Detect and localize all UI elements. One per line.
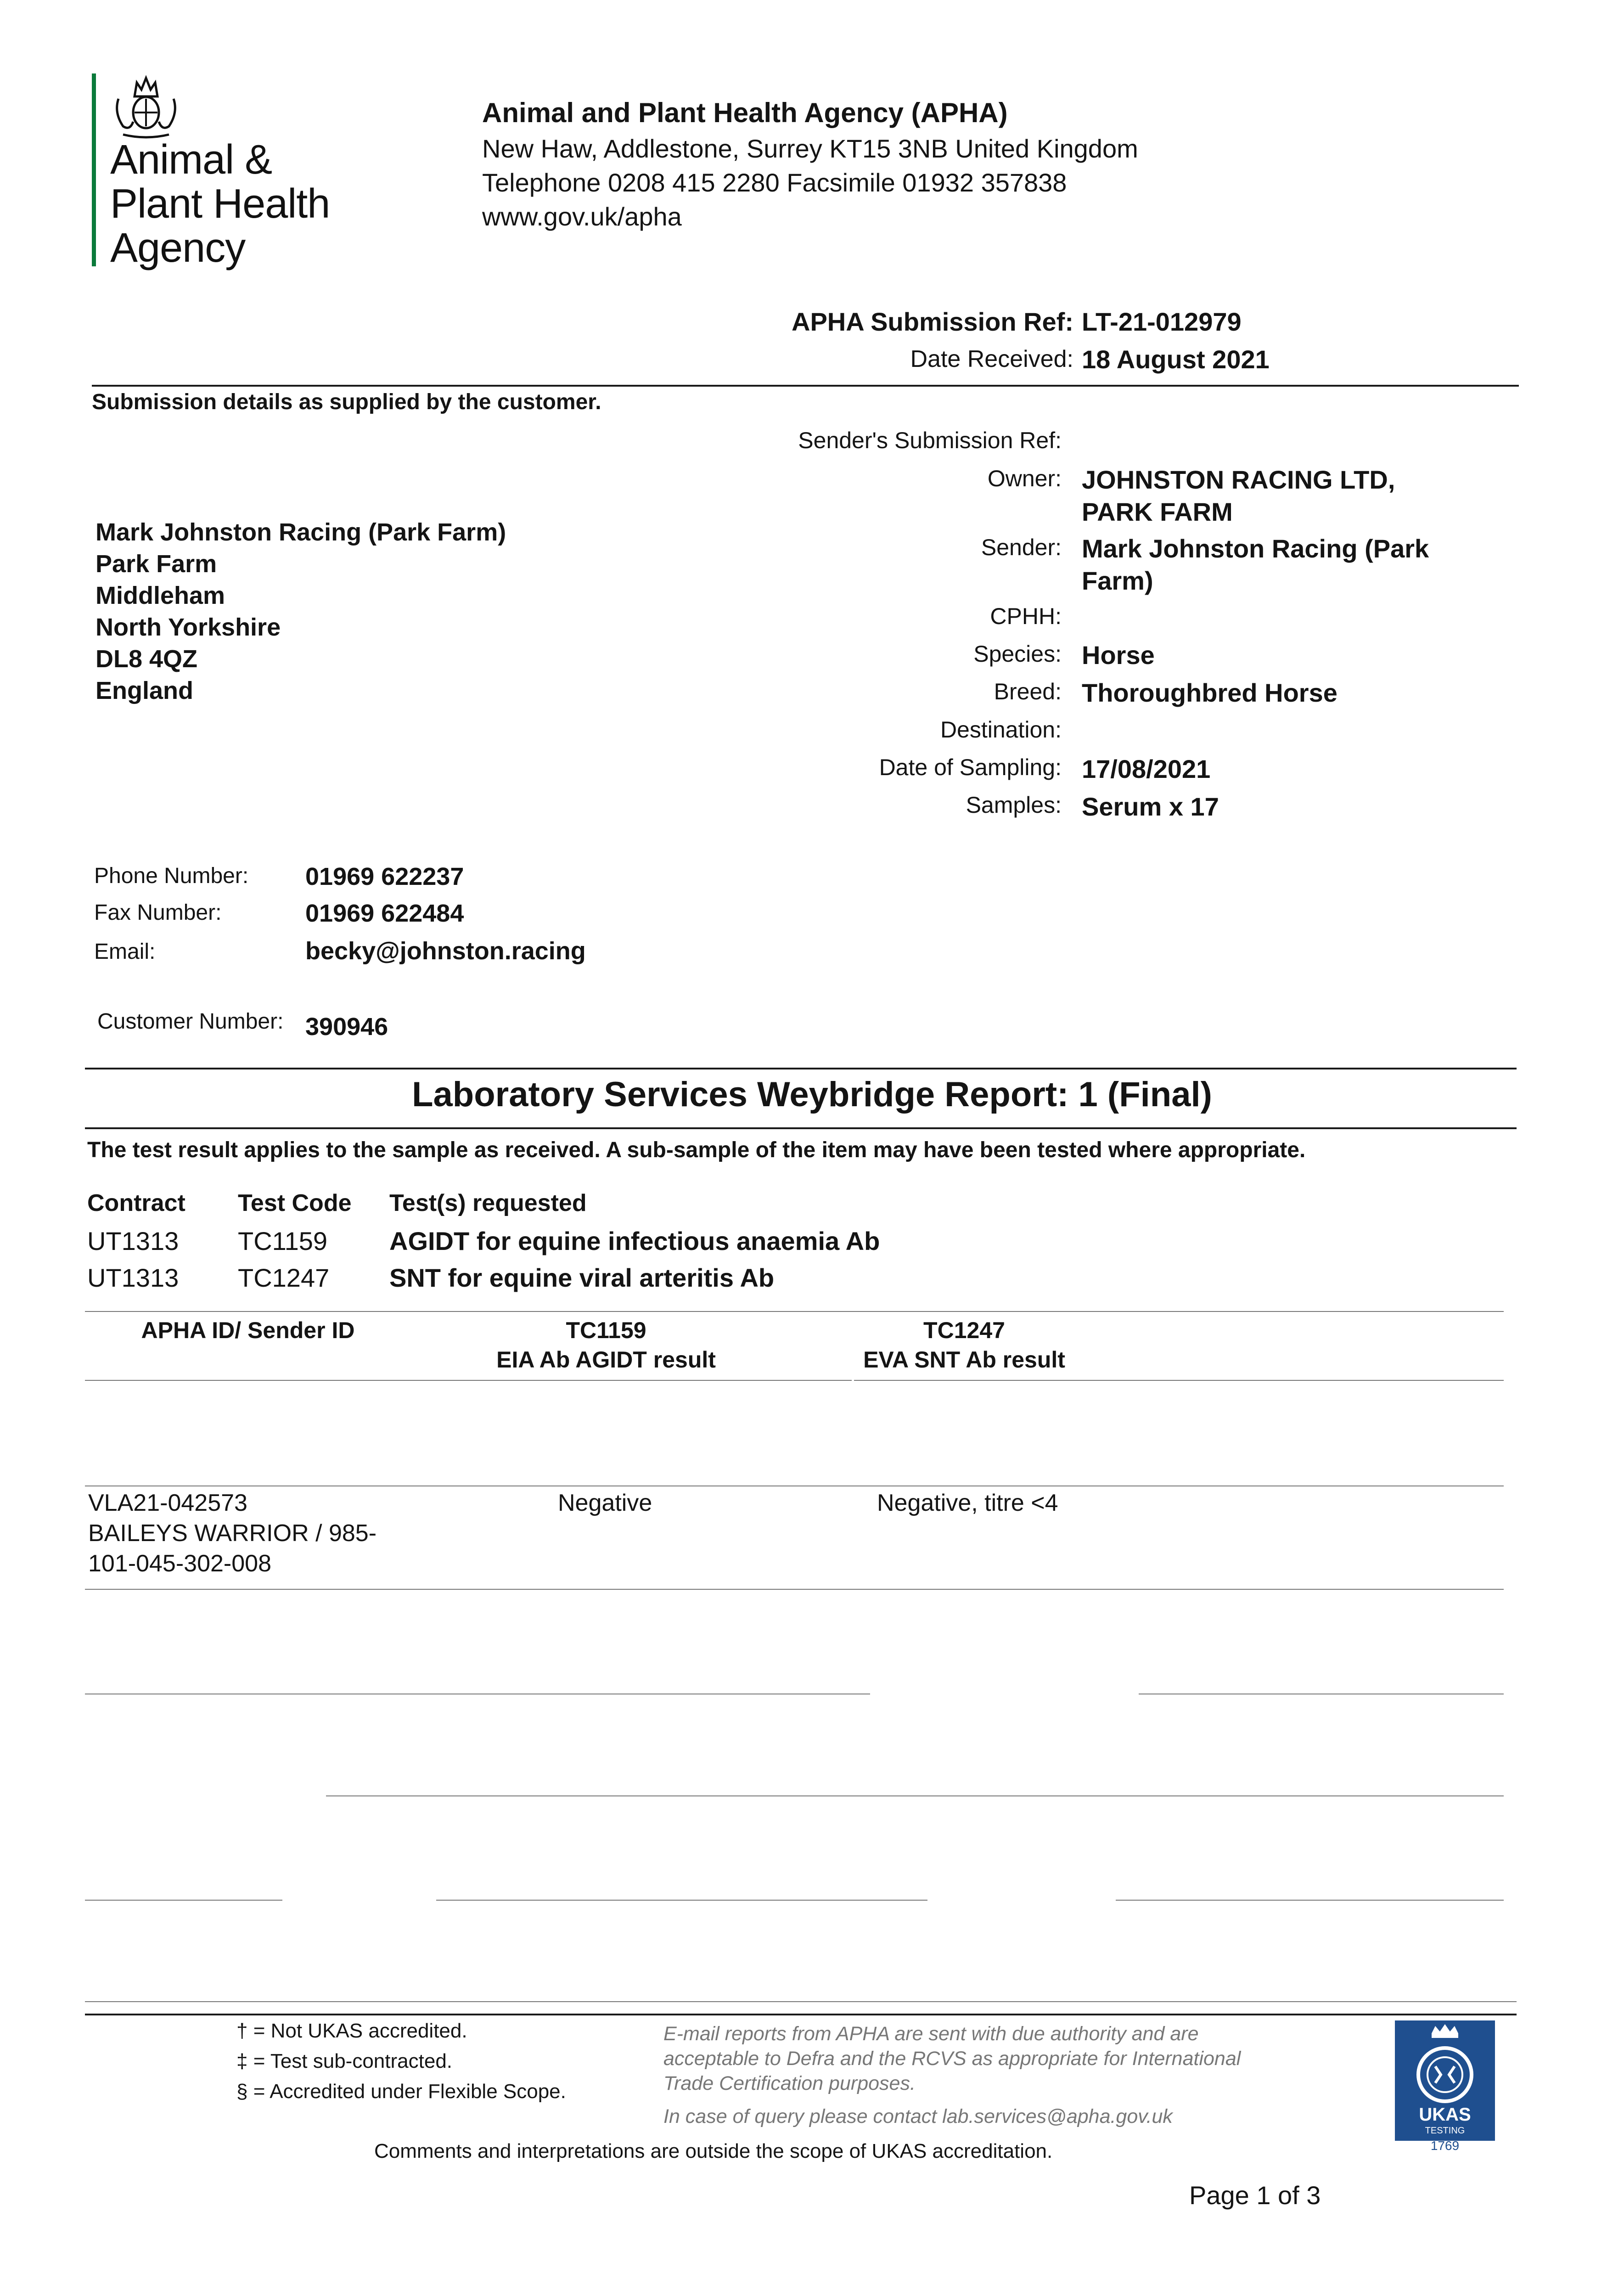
results-row-divider: [326, 1795, 1504, 1796]
sender-value: [1082, 533, 1429, 597]
email-label: Email:: [94, 940, 156, 964]
ukas-comments-note: Comments and interpretations are outside the scope of UKAS accreditation.: [374, 2140, 1053, 2162]
tests-header-contract: Contract: [87, 1190, 185, 1216]
breed-value: Thoroughbred Horse: [1082, 678, 1337, 707]
date-received-value: 18 August 2021: [1082, 345, 1270, 374]
ukas-sub: TESTING: [1425, 2126, 1465, 2136]
result-id-line: VLA21-042573: [88, 1490, 247, 1516]
agency-header: [482, 94, 1138, 234]
email-authority-note: [663, 2021, 1241, 2129]
submission-ref-label: APHA Submission Ref:: [792, 307, 1073, 336]
owner-value: [1082, 464, 1395, 528]
email-value: becky@johnston.racing: [305, 937, 586, 965]
fax-value: 01969 622484: [305, 900, 464, 927]
species-value: Horse: [1082, 641, 1155, 670]
customer-address: [96, 517, 506, 707]
results-row-divider: [85, 1900, 282, 1901]
results-header-tc1247: [817, 1316, 1111, 1374]
results-header-tc1247-name: EVA SNT Ab result: [863, 1347, 1065, 1373]
sampling-date-value: 17/08/2021: [1082, 754, 1211, 783]
legend-item: § = Accredited under Flexible Scope.: [236, 2080, 566, 2103]
test-row-name: AGIDT for equine infectious anaemia Ab: [389, 1227, 880, 1255]
test-row-contract: UT1313: [87, 1227, 179, 1255]
legend-item: ‡ = Test sub-contracted.: [236, 2050, 453, 2072]
results-header-tc1159-code: TC1159: [566, 1317, 646, 1343]
breed-label: Breed:: [994, 679, 1062, 704]
logo-accent-bar: [92, 73, 96, 266]
applies-note: The test result applies to the sample as received. A sub-sample of the item may have been tested where appropriate.: [87, 1138, 1306, 1162]
submission-ref-value: LT-21-012979: [1082, 307, 1242, 336]
ukas-logo-icon: [1395, 2020, 1495, 2154]
sender-label: Sender:: [981, 535, 1062, 560]
address-line: Park Farm: [96, 550, 217, 578]
logo-line: Plant Health: [110, 181, 330, 227]
result-id-line: 101-045-302-008: [88, 1550, 271, 1577]
fax-label: Fax Number:: [94, 900, 222, 925]
ukas-number: 1769: [1430, 2138, 1460, 2153]
results-header-tc1159-name: EIA Ab AGIDT result: [496, 1347, 716, 1373]
address-line: Mark Johnston Racing (Park Farm): [96, 518, 506, 546]
results-row-blank: [85, 1800, 1504, 1892]
species-label: Species:: [973, 641, 1062, 667]
result-tc1247: Negative, titre <4: [877, 1490, 1058, 1516]
test-row-code: TC1159: [238, 1227, 328, 1255]
email-note-line: acceptable to Defra and the RCVS as appropriate for International: [663, 2048, 1241, 2070]
destination-label: Destination:: [940, 717, 1062, 743]
results-row-blank: [85, 1593, 1504, 1690]
agency-logo-text: [110, 138, 330, 270]
report-title: Laboratory Services Weybridge Report: 1 (Final): [412, 1075, 1212, 1114]
tests-header-requested: Test(s) requested: [389, 1190, 587, 1216]
customer-number-label: Customer Number:: [97, 1009, 284, 1034]
agency-phone-fax: Telephone 0208 415 2280 Facsimile 01932 357838: [482, 168, 1067, 197]
result-id: [88, 1488, 376, 1579]
address-line: DL8 4QZ: [96, 645, 198, 673]
results-table-end-divider: [85, 2001, 1517, 2002]
test-row-contract: UT1313: [87, 1263, 179, 1292]
sender-line: Mark Johnston Racing (Park: [1082, 534, 1429, 563]
results-row-divider: [85, 1589, 1504, 1590]
date-received-label: Date Received:: [910, 346, 1073, 372]
results-row-divider: [1116, 1900, 1504, 1901]
samples-value: Serum x 17: [1082, 792, 1219, 821]
results-row-blank: [85, 1384, 1504, 1483]
report-bottom-divider: [85, 1127, 1517, 1129]
submission-note: Submission details as supplied by the customer.: [92, 390, 601, 414]
accreditation-legend: [236, 2016, 566, 2107]
cphh-label: CPHH:: [990, 603, 1062, 629]
results-header-tc1247-code: TC1247: [923, 1317, 1005, 1343]
customer-number-value: 390946: [305, 1013, 388, 1041]
test-row-code: TC1247: [238, 1263, 330, 1292]
royal-crest-icon: [109, 71, 183, 140]
results-row-blank: [85, 1699, 1504, 1791]
senders-ref-label: Sender's Submission Ref:: [798, 428, 1062, 453]
email-note-line: Trade Certification purposes.: [663, 2072, 916, 2094]
result-tc1159: Negative: [558, 1490, 652, 1516]
sender-line: Farm): [1082, 566, 1153, 595]
address-line: England: [96, 677, 193, 704]
agency-address: New Haw, Addlestone, Surrey KT15 3NB United Kingdom: [482, 134, 1138, 163]
samples-label: Samples:: [966, 792, 1062, 818]
test-row-name: SNT for equine viral arteritis Ab: [389, 1263, 775, 1292]
legend-item: † = Not UKAS accredited.: [236, 2020, 467, 2042]
owner-line: PARK FARM: [1082, 497, 1233, 526]
tests-header-test-code: Test Code: [238, 1190, 352, 1216]
tests-divider: [85, 1311, 1504, 1312]
owner-label: Owner:: [987, 466, 1062, 491]
logo-line: Agency: [110, 225, 246, 271]
email-note-line: E-mail reports from APHA are sent with due authority and are: [663, 2023, 1199, 2045]
result-id-line: BAILEYS WARRIOR / 985-: [88, 1520, 377, 1547]
report-top-divider: [85, 1068, 1517, 1069]
address-line: Middleham: [96, 582, 225, 609]
results-row-divider: [436, 1900, 927, 1901]
results-header-id: APHA ID/ Sender ID: [141, 1317, 355, 1343]
results-header-divider-right: [854, 1380, 1504, 1381]
page-number: Page 1 of 3: [1189, 2181, 1321, 2210]
phone-label: Phone Number:: [94, 864, 249, 888]
address-line: North Yorkshire: [96, 613, 281, 641]
owner-line: JOHNSTON RACING LTD,: [1082, 465, 1395, 494]
ukas-name: UKAS: [1419, 2105, 1471, 2125]
results-header-divider-left: [85, 1380, 852, 1381]
results-header-tc1159: [459, 1316, 753, 1374]
logo-line: Animal &: [110, 137, 272, 183]
agency-name: Animal and Plant Health Agency (APHA): [482, 97, 1008, 128]
header-divider: [92, 385, 1519, 387]
phone-value: 01969 622237: [305, 863, 464, 890]
footer-divider: [85, 2014, 1517, 2015]
sampling-date-label: Date of Sampling:: [879, 754, 1062, 780]
query-note: In case of query please contact lab.services@apha.gov.uk: [663, 2105, 1173, 2127]
agency-website: www.gov.uk/apha: [482, 202, 682, 231]
